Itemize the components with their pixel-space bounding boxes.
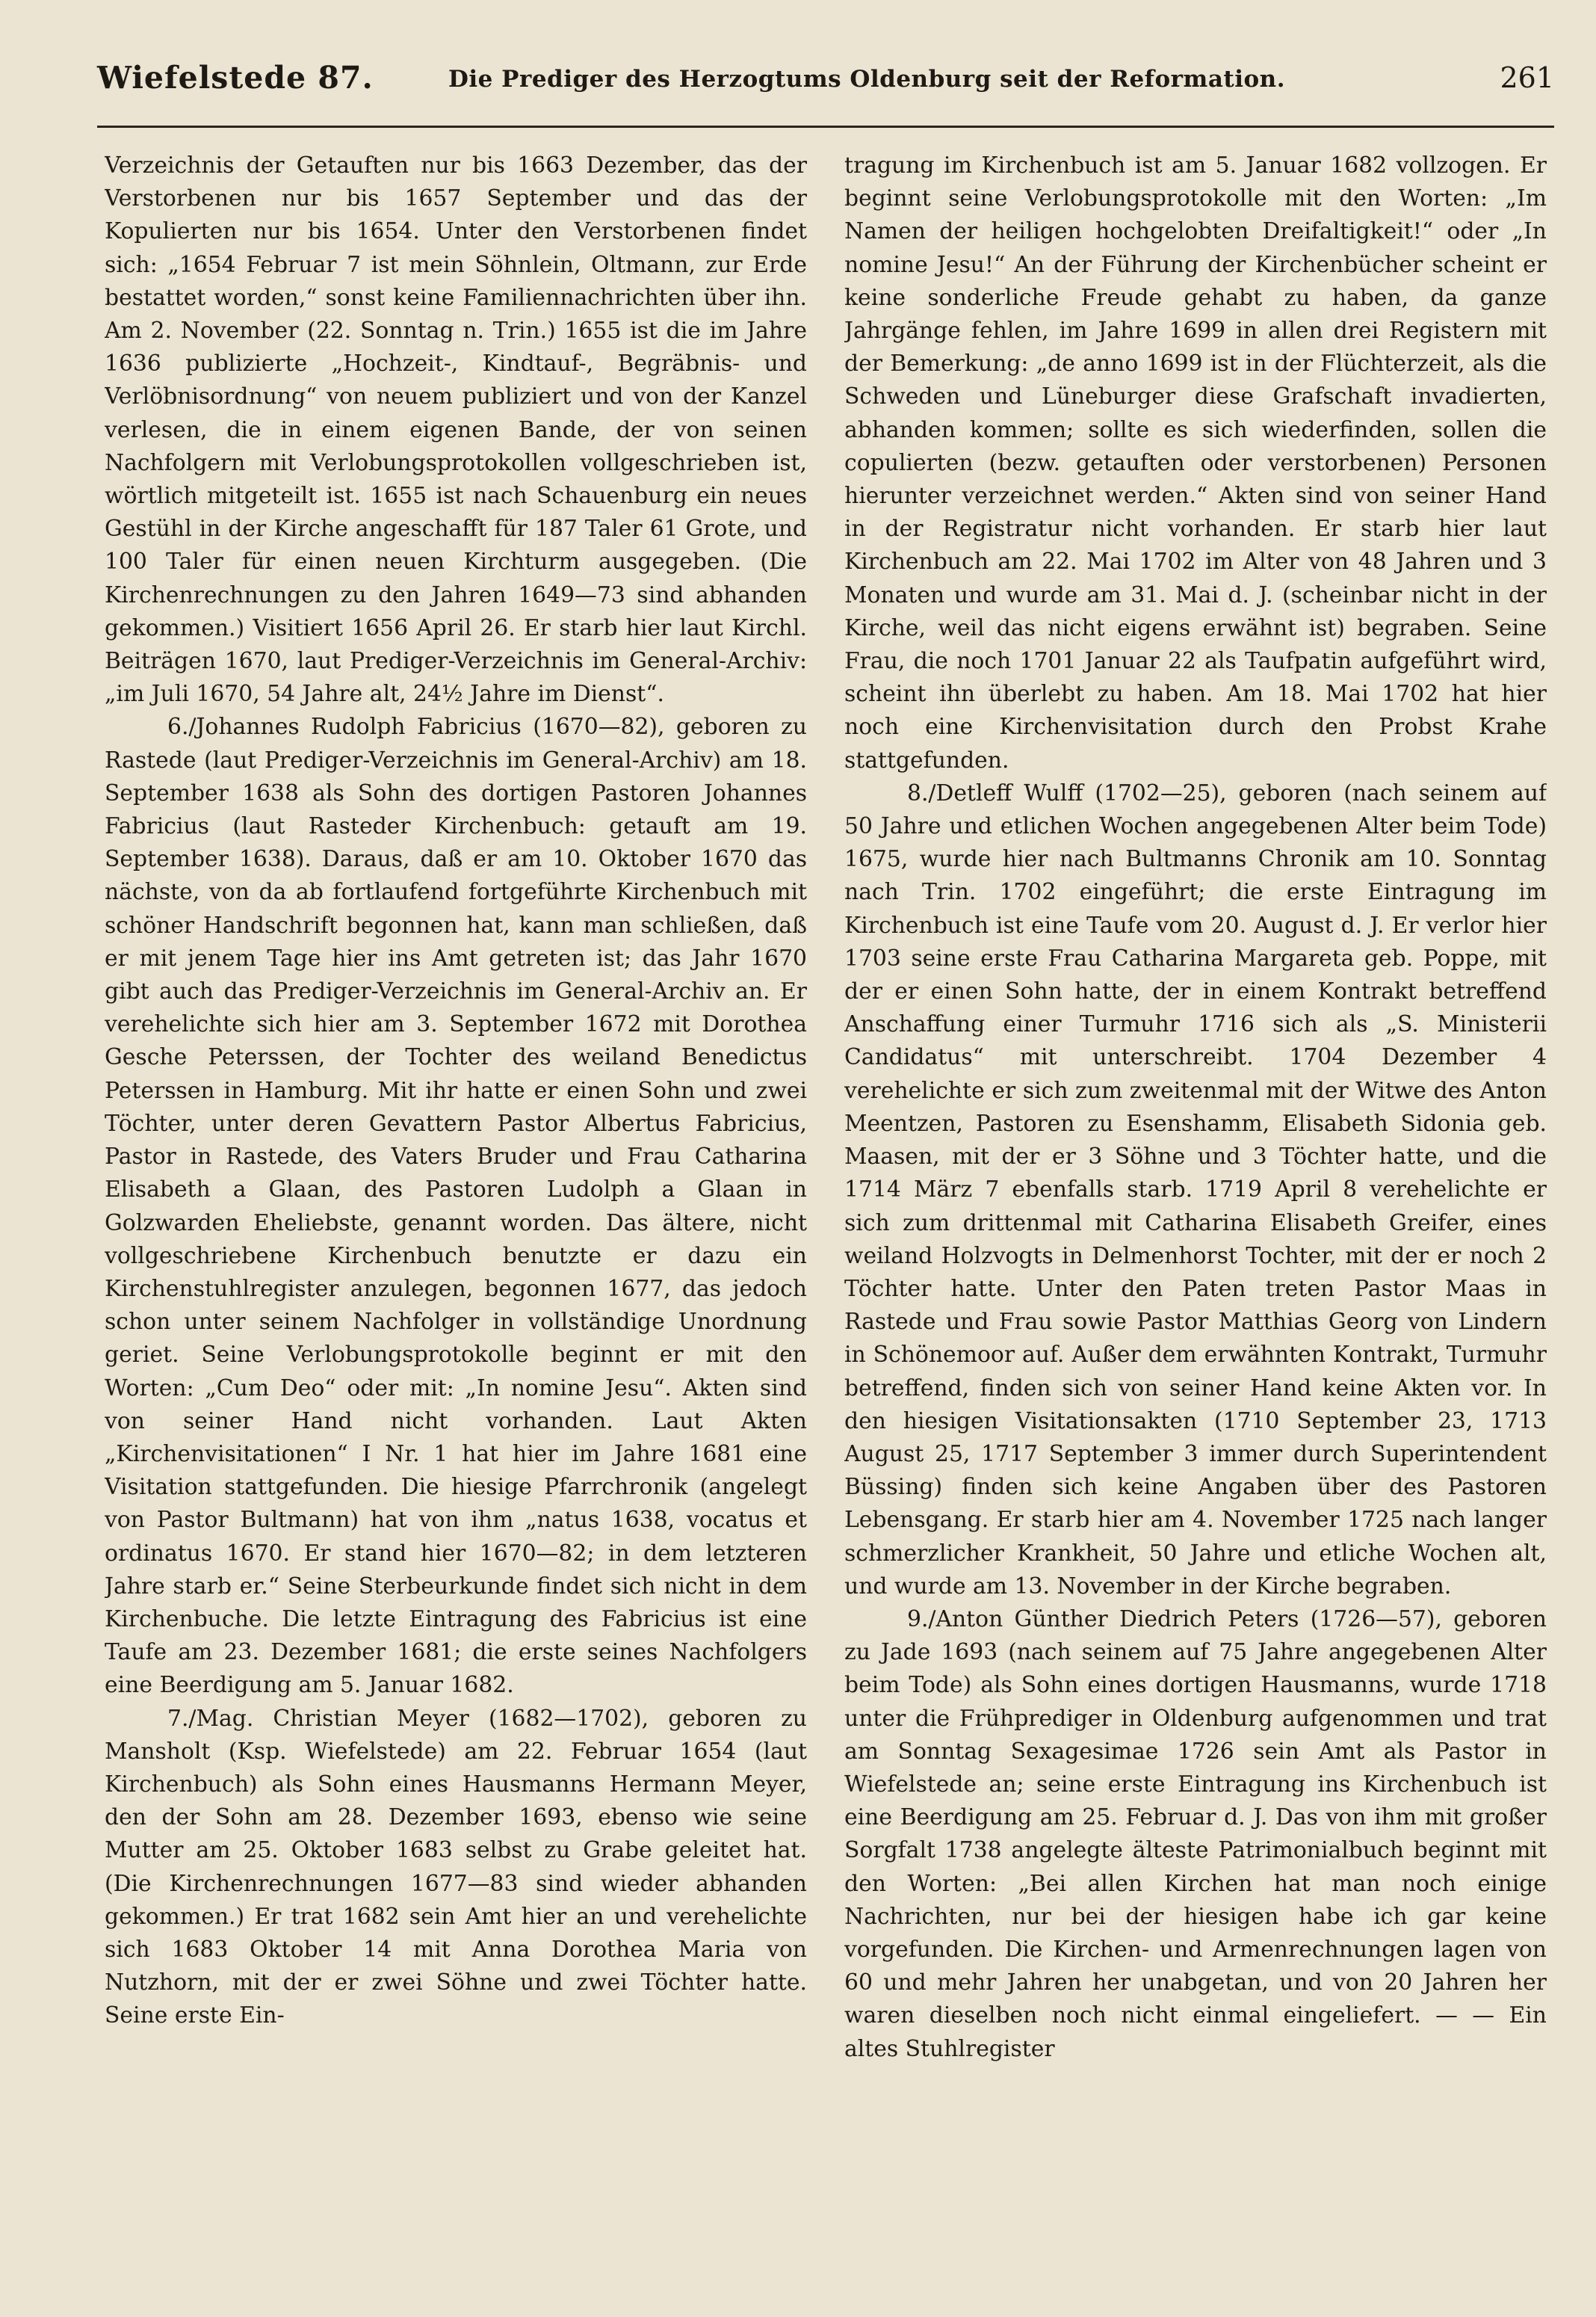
paragraph-entry-7: 7./Mag. Christian Meyer (1682—1702), geboren zu Mansholt (Ksp. Wiefelstede) am 22. Februar 1654 (laut Kirchenbuch) als Sohn eines Hausmanns Hermann Meyer, den der Sohn am 28. Dezember 1693, ebenso wie seine Mutter am 25. Oktober 1683 selbst zu Grabe geleitet hat. (Die Kirchenrechnungen 1677—83 sind wieder abhanden gekommen.) Er trat 1682 sein Amt hier an und verehelichte sich 1683 Oktober 14 mit Anna Dorothea Maria von Nutzhorn, mit der er zwei Söhne und zwei Töchter hatte. Seine erste Ein- [105,1705,807,2029]
header-rule [97,126,1554,128]
running-header [97,60,1554,105]
left-column [105,149,807,2287]
page-number: 261 [1500,61,1554,94]
right-column [844,149,1547,2287]
paragraph-entry-6: 6./Johannes Rudolph Fabricius (1670—82), geboren zu Rastede (laut Prediger-Verzeichnis im General-Archiv) am 18. September 1638 als Sohn des dortigen Pastoren Johannes Fabricius (laut Rasteder Kirchenbuch: getauft am 19. September 1638). Daraus, daß er am 10. Oktober 1670 das nächste, von da ab fortlaufend fortgeführte Kirchenbuch mit schöner Handschrift begonnen hat, kann man schließen, daß er mit jenem Tage hier ins Amt getreten ist; das Jahr 1670 gibt auch das Prediger-Verzeichnis im General-Archiv an. Er verehelichte sich hier am 3. September 1672 mit Dorothea Gesche Peterssen, der Tochter des weiland Benedictus Peterssen in Hamburg. Mit ihr hatte er einen Sohn und zwei Töchter, unter deren Gevattern Pastor Albertus Fabricius, Pastor in Rastede, des Vaters Bruder und Frau Catharina Elisabeth a Glaan, des Pastoren Ludolph a Glaan in Golzwarden Eheliebste, genannt worden. Das ältere, nicht vollgeschriebene Kirchenbuch benutzte er dazu ein Kirchenstuhlregister anzulegen, begonnen 1677, das jedoch schon unter seinem Nachfolger in vollständige Unordnung geriet. Seine Verlobungsprotokolle beginnt er mit den Worten: „Cum Deo“ oder mit: „In nomine Jesu“. Akten sind von seiner Hand nicht vorhanden. Laut Akten „Kirchenvisitationen“ I Nr. 1 hat hier im Jahre 1681 eine Visitation stattgefunden. Die hiesige Pfarrchronik (angelegt von Pastor Bultmann) hat von ihm „natus 1638, vocatus et ordinatus 1670. Er stand hier 1670—82; in dem letzteren Jahre starb er.“ Seine Sterbeurkunde findet sich nicht in dem Kirchenbuche. Die letzte Eintragung des Fabricius ist eine Taufe am 23. Dezember 1681; die erste seines Nachfolgers eine Beerdigung am 5. Januar 1682. [105,714,807,1699]
header-title: Die Prediger des Herzogtums Oldenburg seit der Reformation. [448,66,1286,93]
paragraph-entry-9: 9./Anton Günther Diedrich Peters (1726—57), geboren zu Jade 1693 (nach seinem auf 75 Jahre angegebenen Alter beim Tode) als Sohn eines dortigen Hausmanns, wurde 1718 unter die Frühprediger in Oldenburg aufgenommen und trat am Sonntag Sexagesimae 1726 sein Amt als Pastor in Wiefelstede an; seine erste Eintragung ins Kirchenbuch ist eine Beerdigung am 25. Februar d. J. Das von ihm mit großer Sorgfalt 1738 angelegte älteste Patrimonialbuch beginnt mit den Worten: „Bei allen Kirchen hat man noch einige Nachrichten, nur bei der hiesigen habe ich gar keine vorgefunden. Die Kirchen- und Armenrechnungen lagen von 60 und mehr Jahren her unabgetan, und von 20 Jahren her waren dieselben noch nicht einmal eingeliefert. — — Ein altes Stuhlregister [844,1605,1547,2062]
paragraph-continuation: Verzeichnis der Getauften nur bis 1663 Dezember, das der Verstorbenen nur bis 1657 September und das der Kopulierten nur bis 1654. Unter den Verstorbenen findet sich: „1654 Februar 7 ist mein Söhnlein, Oltmann, zur Erde bestattet worden,“ sonst keine Familiennachrichten über ihn. Am 2. November (22. Sonntag n. Trin.) 1655 ist die im Jahre 1636 publizierte „Hochzeit-, Kindtauf-, Begräbnis- und Verlöbnisordnung“ von neuem publiziert und von der Kanzel verlesen, die in einem eigenen Bande, der von seinen Nachfolgern mit Verlobungsprotokollen vollgeschrieben ist, wörtlich mitgeteilt ist. 1655 ist nach Schauenburg ein neues Gestühl in der Kirche angeschafft für 187 Taler 61 Grote, und 100 Taler für einen neuen Kirchturm ausgegeben. (Die Kirchenrechnungen zu den Jahren 1649—73 sind abhanden gekommen.) Visitiert 1656 April 26. Er starb hier laut Kirchl. Beiträgen 1670, laut Prediger-Verzeichnis im General-Archiv: „im Juli 1670, 54 Jahre alt, 24½ Jahre im Dienst“. [105,152,807,708]
header-location: Wiefelstede 87. [97,60,374,96]
paragraph-entry-8: 8./Detleff Wulff (1702—25), geboren (nach seinem auf 50 Jahre und etlichen Wochen angegebenen Alter beim Tode) 1675, wurde hier nach Bultmanns Chronik am 10. Sonntag nach Trin. 1702 eingeführt; die erste Eintragung im Kirchenbuch ist eine Taufe vom 20. August d. J. Er verlor hier 1703 seine erste Frau Catharina Margareta geb. Poppe, mit der er einen Sohn hatte, der in einem Kontrakt betreffend Anschaffung einer Turmuhr 1716 sich als „S. Ministerii Candidatus“ mit unterschreibt. 1704 Dezember 4 verehelichte er sich zum zweitenmal mit der Witwe des Anton Meentzen, Pastoren zu Esenshamm, Elisabeth Sidonia geb. Maasen, mit der er 3 Söhne und 3 Töchter hatte, und die 1714 März 7 ebenfalls starb. 1719 April 8 verehelichte er sich zum drittenmal mit Catharina Elisabeth Greifer, eines weiland Holzvogts in Delmenhorst Tochter, mit der er noch 2 Töchter hatte. Unter den Paten treten Pastor Maas in Rastede und Frau sowie Pastor Matthias Georg von Lindern in Schönemoor auf. Außer dem erwähnten Kontrakt, Turmuhr betreffend, finden sich von seiner Hand keine Akten vor. In den hiesigen Visitationsakten (1710 September 23, 1713 August 25, 1717 September 3 immer durch Superintendent Büssing) finden sich keine Angaben über des Pastoren Lebensgang. Er starb hier am 4. November 1725 nach langer schmerzlicher Krankheit, 50 Jahre und etliche Wochen alt, und wurde am 13. November in der Kirche begraben. [844,780,1547,1599]
paragraph-continuation-right: tragung im Kirchenbuch ist am 5. Januar 1682 vollzogen. Er beginnt seine Verlobungsprotokolle mit den Worten: „Im Namen der heiligen hochgelobten Dreifaltigkeit!“ oder „In nomine Jesu!“ An der Führung der Kirchenbücher scheint er keine sonderliche Freude gehabt zu haben, da ganze Jahrgänge fehlen, im Jahre 1699 in allen drei Registern mit der Bemerkung: „de anno 1699 ist in der Flüchterzeit, als die Schweden und Lüneburger diese Grafschaft invadierten, abhanden kommen; sollte es sich wiederfinden, sollen die copulierten (bezw. getauften oder verstorbenen) Personen hierunter verzeichnet werden.“ Akten sind von seiner Hand in der Registratur nicht vorhanden. Er starb hier laut Kirchenbuch am 22. Mai 1702 im Alter von 48 Jahren und 3 Monaten und wurde am 31. Mai d. J. (scheinbar nicht in der Kirche, weil das nicht eigens erwähnt ist) begraben. Seine Frau, die noch 1701 Januar 22 als Taufpatin aufgeführt wird, scheint ihn überlebt zu haben. Am 18. Mai 1702 hat hier noch eine Kirchenvisitation durch den Probst Krahe stattgefunden. [844,152,1547,774]
